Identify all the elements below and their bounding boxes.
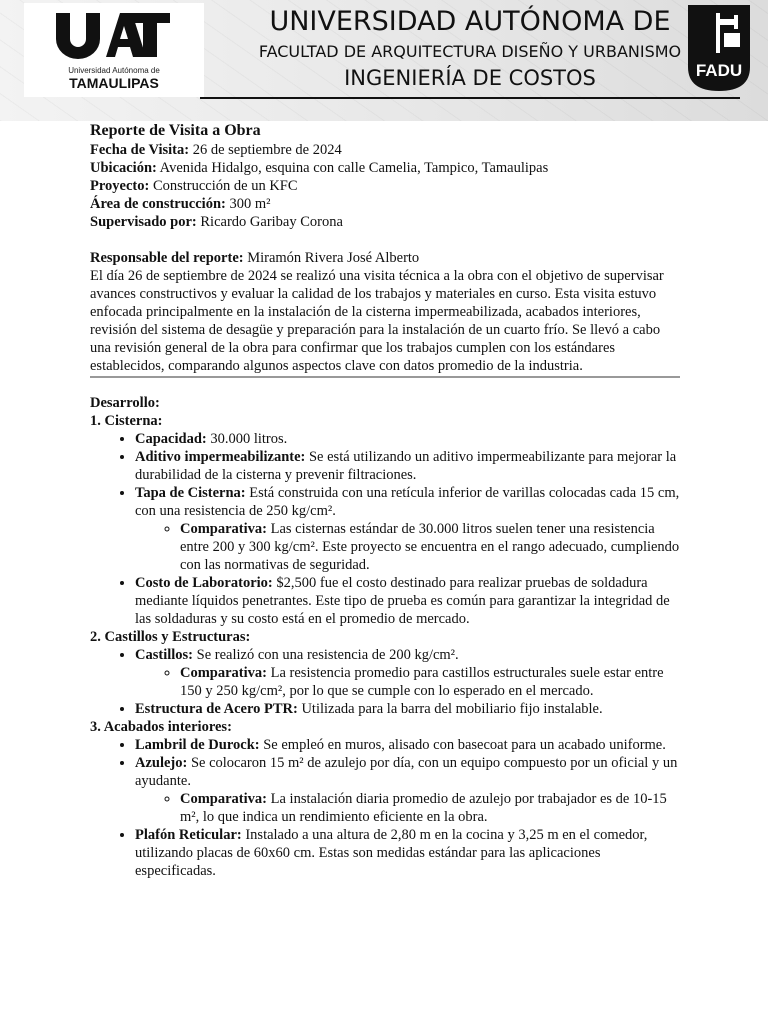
header-course: INGENIERÍA DE COSTOS: [344, 66, 596, 90]
header-rule: [200, 97, 740, 99]
list-item: • Castillos: Se realizó con una resistencia de 200 kg/cm². ◦ Comparativa: La resistencia promedio para castillos estructurales suele estar entre 150 y 250 kg/cm², por lo que se cumple con lo esperado en el mercado.: [135, 646, 680, 700]
uat-logo-subtitle: Universidad Autónoma de: [68, 66, 160, 75]
list-item: ◦ Comparativa: La instalación diaria promedio de azulejo por trabajador es de 10-15 m², lo que indica un rendimiento eficiente en la obra.: [180, 790, 680, 826]
intro-paragraph: El día 26 de septiembre de 2024 se realizó una visita técnica a la obra con el objetivo de supervisar avances constructivos y evaluar la calidad de los trabajos y materiales en curso. Esta visita estuvo enfocada principalmente en la instalación de la cisterna impermeabilizada, acabados interiores, revisión del sistema de desagüe y preparación para la instalación de un cuarto frío. Se llevó a cabo una revisión general de la obra para confirmar que los trabajos cumplen con los estándares establecidos, comparando algunos aspectos clave con datos promedio de la industria.: [90, 268, 664, 374]
section-castillos-title: 2. Castillos y Estructuras:: [90, 629, 251, 645]
meta-proyecto: Proyecto: Construcción de un KFC: [90, 178, 298, 194]
list-item: ◦ Comparativa: La resistencia promedio para castillos estructurales suele estar entre 150 y 250 kg/cm², por lo que se cumple con lo esperado en el mercado.: [180, 664, 680, 700]
list-item: • Capacidad: 30.000 litros.: [135, 430, 680, 448]
report-title: Reporte de Visita a Obra: [90, 122, 261, 139]
meta-ubicacion: Ubicación: Avenida Hidalgo, esquina con calle Camelia, Tampico, Tamaulipas: [90, 160, 549, 176]
uat-logo-mark: [54, 11, 172, 59]
section-acabados-title: 3. Acabados interiores:: [90, 719, 232, 735]
cisterna-list: [90, 430, 680, 628]
document-header: [0, 0, 768, 121]
report-body: [90, 121, 680, 880]
header-university: UNIVERSIDAD AUTÓNOMA DE: [269, 6, 671, 37]
list-item: ◦ Comparativa: Las cisternas estándar de 30.000 litros suelen tener una resistencia entre 200 y 300 kg/cm². Este proyecto se encuentra en el rango adecuado, cumpliendo con las normativas de seguridad.: [180, 520, 680, 574]
fadu-logo: [688, 5, 750, 91]
fadu-logo-text: FADU: [695, 61, 743, 80]
list-item: • Plafón Reticular: Instalado a una altura de 2,80 m en la cocina y 3,25 m en el comedor, utilizando placas de 60x60 cm. Estas son medidas estándar para las aplicaciones especificadas.: [135, 826, 680, 880]
report-metadata: [90, 141, 680, 267]
castillos-list: [90, 646, 680, 718]
list-item: • Tapa de Cisterna: Está construida con una retícula inferior de varillas colocadas cada 15 cm, con una resistencia de 250 kg/cm². ◦ Comparativa: Las cisternas estándar de 30.000 litros suelen tener una resistencia entre 200 y 300 kg/cm². Este proyecto se encuentra en el rango adecuado, cumpliendo con las normativas de seguridad.: [135, 484, 680, 574]
list-item: • Estructura de Acero PTR: Utilizada para la barra del mobiliario fijo instalable.: [135, 700, 680, 718]
uat-logo-name: TAMAULIPAS: [69, 75, 159, 91]
list-item: • Azulejo: Se colocaron 15 m² de azulejo por día, con un equipo compuesto por un oficial y un ayudante. ◦ Comparativa: La instalación diaria promedio de azulejo por trabajador es de 10-15 m², lo que indica un rendimiento eficiente en la obra.: [135, 754, 680, 826]
acabados-list: [90, 736, 680, 880]
section-cisterna-title: 1. Cisterna:: [90, 413, 163, 429]
desarrollo-heading: Desarrollo:: [90, 395, 160, 411]
meta-responsable: Responsable del reporte: Miramón Rivera José Alberto: [90, 250, 420, 266]
uat-logo: [24, 3, 204, 97]
castillos-sublist: [135, 664, 680, 700]
tapa-sublist: [135, 520, 680, 574]
meta-area: Área de construcción: 300 m²: [90, 196, 271, 212]
list-item: • Lambril de Durock: Se empleó en muros, alisado con basecoat para un acabado uniforme.: [135, 736, 680, 754]
list-item: • Costo de Laboratorio: $2,500 fue el costo destinado para realizar pruebas de soldadura mediante líquidos penetrantes. Este tipo de prueba es común para garantizar la integridad de las soldaduras y su costo está en el promedio de mercado.: [135, 574, 680, 628]
meta-supervisor: Supervisado por: Ricardo Garibay Corona: [90, 214, 343, 230]
header-faculty: FACULTAD DE ARQUITECTURA DISEÑO Y URBANISMO: [258, 42, 682, 61]
azulejo-sublist: [135, 790, 680, 826]
list-item: • Aditivo impermeabilizante: Se está utilizando un aditivo impermeabilizante para mejorar la durabilidad de la cisterna y prevenir filtraciones.: [135, 448, 680, 484]
meta-fecha: Fecha de Visita: 26 de septiembre de 2024: [90, 142, 342, 158]
section-divider: [90, 376, 680, 378]
